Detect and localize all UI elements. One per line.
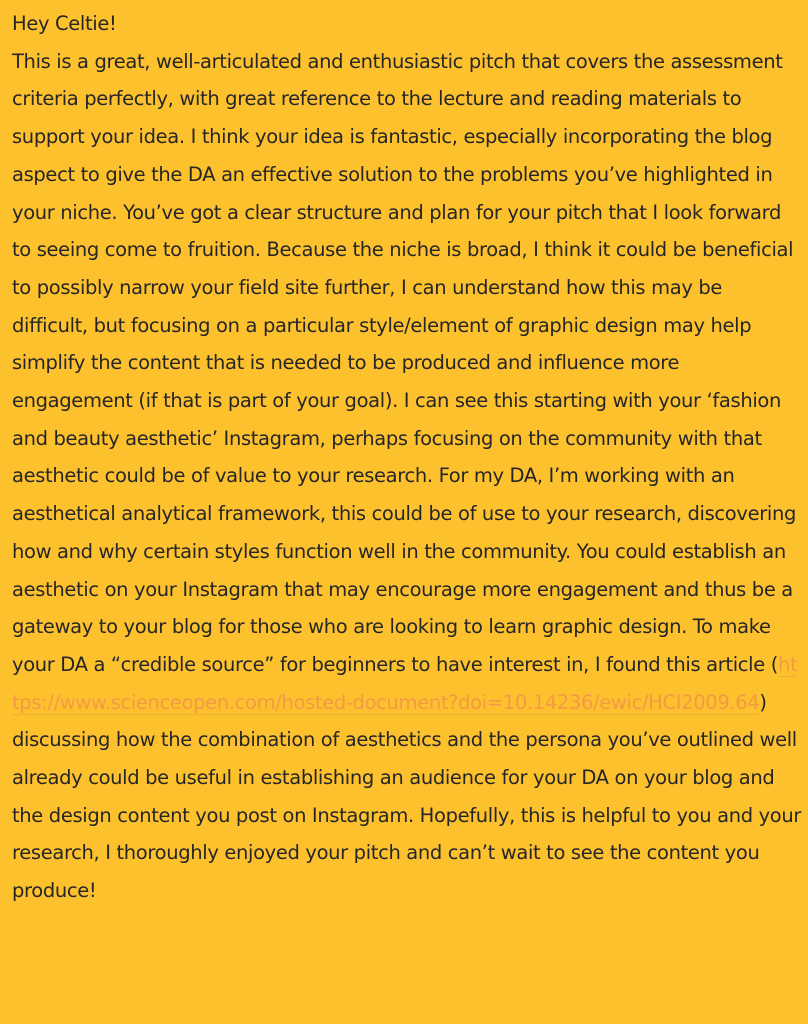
comment-body-part-1: This is a great, well-articulated and enthusiastic pitch that covers the assessment criteria perfectly, with great reference to the lecture and reading materials to support your idea. I think your idea is fantastic, especially incorporating the blog aspect to give the DA an effective solution to the problems you’ve highlighted in your niche. You’ve got a clear structure and plan for your pitch that I look forward to seeing come to fruition. Because the niche is broad, I think it could be beneficial to possibly narrow your field site further, I can understand how this may be difficult, but focusing on a particular style/element of graphic design may help simplify the content that is needed to be produced and influence more engagement (if that is part of your goal). I can see this starting with your ‘fashion and beauty aesthetic’ Instagram, perhaps focusing on the community with that aesthetic could be of value to your research. For my DA, I’m working with an aesthetical analytical framework, this could be of use to your research, discovering how and why certain styles function well in the community. You could establish an aesthetic on your Instagram that may encourage more engagement and thus be a gateway to your blog for those who are looking to learn graphic design. To make your DA a “credible source” for beginners to have interest in, I found this article (: [12, 49, 796, 676]
greeting: Hey Celtie!: [12, 12, 117, 35]
comment-body-part-2: ) discussing how the combination of aesthetics and the persona you’ve outlined well already could be useful in establishing an audience for your DA on your blog and the design content you post on Instagram. Hopefully, this is helpful to you and your research, I thoroughly enjoyed your pitch and can’t wait to see the content you produce!: [12, 690, 802, 903]
article-link[interactable]: https://www.scienceopen.com/hosted-document?doi=10.14236/ewic/HCI2009.64: [12, 652, 798, 714]
comment-body: [12, 43, 802, 910]
comment-text: [12, 5, 802, 910]
